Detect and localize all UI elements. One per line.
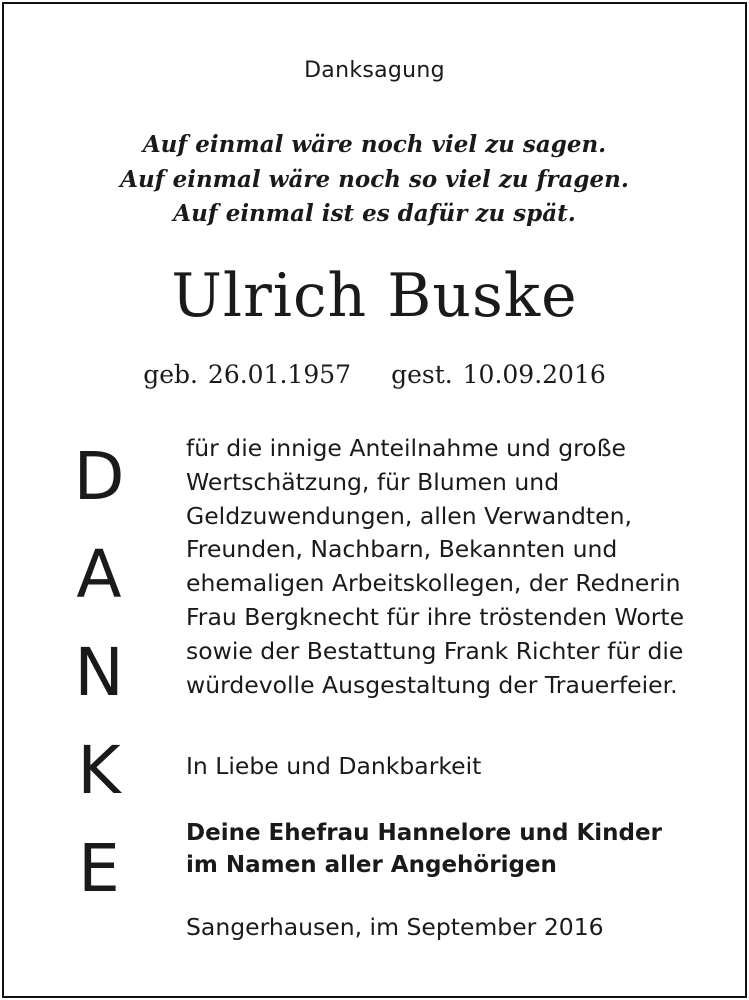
deceased-name: Ulrich Buske: [171, 261, 578, 331]
life-dates: [0, 360, 749, 389]
thanks-text: [186, 432, 731, 702]
poem-line: Auf einmal ist es dafür zu spät.: [173, 200, 576, 227]
poem-line: Auf einmal wäre noch so viel zu fragen.: [120, 165, 629, 193]
danke-letter: N: [74, 634, 124, 711]
danke-letter: A: [76, 536, 122, 613]
danke-vertical: [64, 428, 134, 918]
signer-line: Deine Ehefrau Hannelore und Kinder: [186, 820, 662, 846]
text-line: Frau Bergknecht für ihre tröstenden Worte: [186, 602, 685, 631]
text-line: Geldzuwendungen, allen Verwandten,: [186, 501, 632, 530]
signers: [186, 817, 662, 881]
signer-line: im Namen aller Angehörigen: [186, 852, 557, 878]
birth-date: geb. 26.01.1957: [143, 360, 352, 389]
text-line: sowie der Bestattung Frank Richter für die: [186, 636, 684, 665]
danke-letter: D: [73, 438, 125, 515]
death-date: gest. 10.09.2016: [391, 360, 606, 389]
danke-letter: K: [77, 732, 121, 809]
poem: [0, 128, 749, 232]
heading-danksagung: Danksagung: [304, 58, 445, 83]
poem-line: Auf einmal wäre noch viel zu sagen.: [142, 131, 607, 158]
text-line: ehemaligen Arbeitskollegen, der Rednerin: [186, 569, 681, 598]
text-line: Wertschätzung, für Blumen und: [186, 467, 560, 496]
text-line: würdevolle Ausgestaltung der Trauerfeier.: [186, 670, 678, 699]
danke-letter: E: [78, 830, 120, 907]
text-line: für die innige Anteilnahme und große: [186, 434, 626, 462]
text-line: Freunden, Nachbarn, Bekannten und: [186, 535, 618, 564]
closing-line: In Liebe und Dankbarkeit: [186, 752, 482, 780]
place-date: Sangerhausen, im September 2016: [186, 913, 604, 941]
